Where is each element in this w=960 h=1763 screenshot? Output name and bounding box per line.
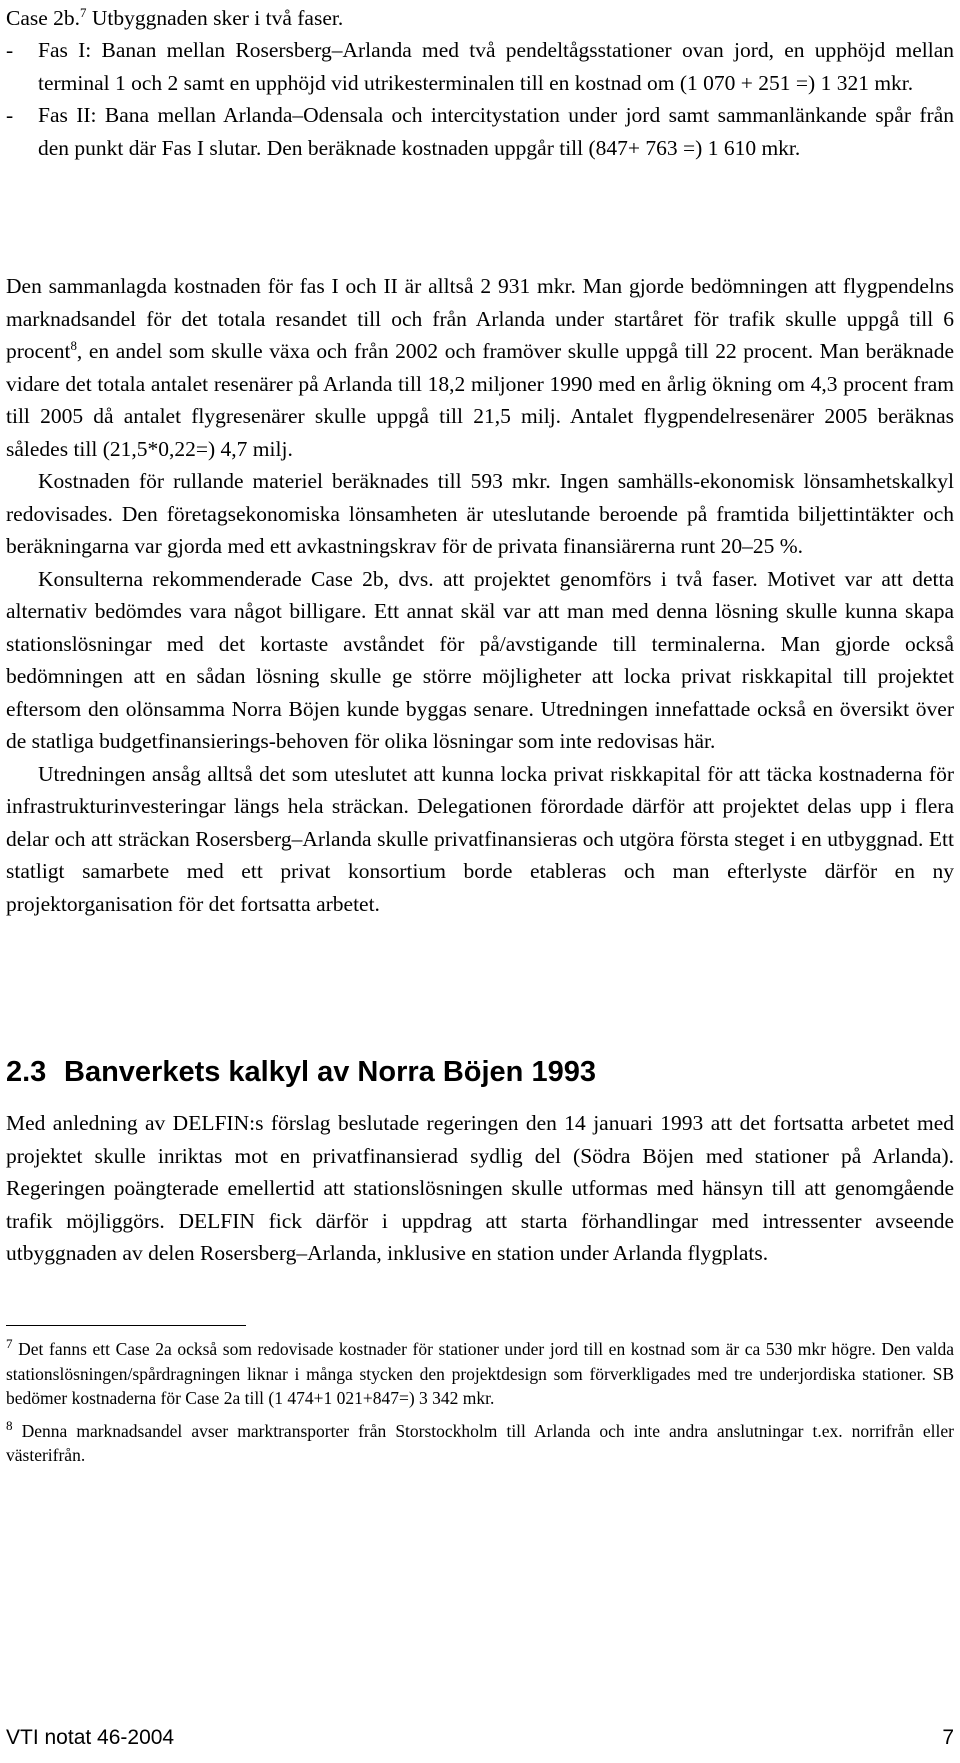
footnote-ref-7[interactable]: 7	[80, 5, 87, 20]
paragraph-text: , en andel som skulle växa och från 2002 och framöver skulle uppgå till 22 procent. Man beräknade vidare det totala antalet resenärer på Arlanda till 18,2 miljoner 1990 med en årlig ökning om 4,3 procent fram till 2005 då antalet flygresenärer skulle uppgå till 21,5 milj. Antalet flygpendelresenärer 2005 beräknas således till (21,5*0,22=) 4,7 milj.	[6, 339, 954, 461]
footer-series: VTI notat 46-2004	[6, 1726, 175, 1749]
paragraph-rolling-stock: Kostnaden för rullande materiel beräknades till 593 mkr. Ingen samhälls-ekonomisk lönsamhetskalkyl redovisades. Den företagsekonomiska lönsamheten är uteslutande beroende på framtida biljettintäkter och beräkningarna var gjorda med ett avkastningskrav för de privata finansiärerna runt 20–25 %.	[6, 469, 954, 558]
page-footer	[6, 1726, 954, 1750]
phase-item-text: Fas I: Banan mellan Rosersberg–Arlanda med två pendeltågsstationer ovan jord, en upphöjd mellan terminal 1 och 2 samt en upphöjd vid utrikesterminalen till en kostnad om (1 070 + 251 =) 1 321 mkr.	[38, 38, 954, 95]
body-section-1	[6, 270, 954, 920]
footnote-number: 7	[6, 1336, 13, 1352]
paragraph-conclusion: Utredningen ansåg alltså det som uteslutet att kunna locka privat riskkapital för att täcka kostnaderna för infrastrukturinvesteringar längs hela sträckan. Delegationen förordade därför att projektet delas upp i flera delar och att sträckan Rosersberg–Arlanda skulle privatfinansieras och utgöra första steget i en utbyggnad. Ett statligt samarbete med ett privat konsortium borde etableras och man efterlyste därför en ny projektorganisation för det fortsatta arbetet.	[6, 761, 954, 916]
footnote-text: Denna marknadsandel avser marktransporter från Storstockholm till Arlanda och inte andra anslutningar t.ex. norrifrån eller västerifrån.	[6, 1420, 954, 1465]
list-dash: -	[6, 103, 14, 127]
section-heading	[6, 1056, 596, 1089]
section-title: Banverkets kalkyl av Norra Böjen 1993	[64, 1056, 596, 1088]
footnotes	[6, 1337, 954, 1476]
footnote-ref-8[interactable]: 8	[70, 338, 77, 353]
footnote-text: Det fanns ett Case 2a också som redovisade kostnader för stationer under jord till en kostnad som är ca 530 mkr högre. Den valda stationslösningen/spårdragningen liknar i många stycken den projektdesign som förverkligades med tre underjordiska stationer. SB bedömer kostnaderna för Case 2a till (1 474+1 021+847=) 3 342 mkr.	[6, 1339, 954, 1408]
phase-item-2	[6, 99, 954, 164]
footnote-8	[6, 1419, 954, 1468]
case-intro-text: Utbyggnaden sker i två faser.	[86, 6, 344, 30]
case-label: Case 2b.	[6, 6, 81, 30]
body-section-2	[6, 1107, 954, 1270]
page-number: 7	[942, 1726, 954, 1749]
case-intro	[6, 2, 954, 35]
paragraph-delfin: Med anledning av DELFIN:s förslag beslutade regeringen den 14 januari 1993 att det fortsatta arbetet med projektet skulle inriktas mot en privatfinansierad sydlig del (Södra Böjen med stationer på Arlanda). Regeringen poängterade emellertid att stationslösningen skulle utformas med hänsyn till att genomgående trafik möjliggörs. DELFIN fick därför i uppdrag att starta förhandlingar med intressenter avseende utbyggnaden av delen Rosersberg–Arlanda, inklusive en station under Arlanda flygplats.	[6, 1111, 954, 1265]
paragraph-recommendation: Konsulterna rekommenderade Case 2b, dvs. att projektet genomförs i två faser. Motivet var att detta alternativ bedömdes vara något billigare. Ett annat skäl var att man med denna lösning skulle kunna skapa stationslösningar med det kortaste avståndet för på/avstigande till terminalerna. Man gjorde också bedömningen att en sådan lösning skulle ge större möjligheter att locka privat riskkapital till projektet eftersom den olönsamma Norra Böjen kunde byggas senare. Utredningen innefattade också en översikt över de statliga budgetfinansierings-behoven för olika lösningar som inte redovisas här.	[6, 566, 954, 753]
section-number: 2.3	[6, 1056, 47, 1088]
paragraph-text: Den sammanlagda kostnaden för fas I och II är alltså 2 931 mkr. Man gjorde bedömningen att flygpendelns marknadsandel för det totala resandet till och från Arlanda under startåret för trafik skulle uppgå till 6 procent	[6, 274, 954, 363]
phase-list	[6, 34, 954, 164]
phase-item-text: Fas II: Bana mellan Arlanda–Odensala och intercitystation under jord samt sammanlänkande spår från den punkt där Fas I slutar. Den beräknade kostnaden uppgår till (847+ 763 =) 1 610 mkr.	[38, 103, 954, 160]
footnote-divider	[6, 1325, 246, 1326]
list-dash: -	[6, 38, 14, 62]
paragraph-total-cost	[6, 270, 954, 465]
footnote-number: 8	[6, 1417, 13, 1433]
footnote-7	[6, 1337, 954, 1411]
phase-item-1	[6, 34, 954, 99]
